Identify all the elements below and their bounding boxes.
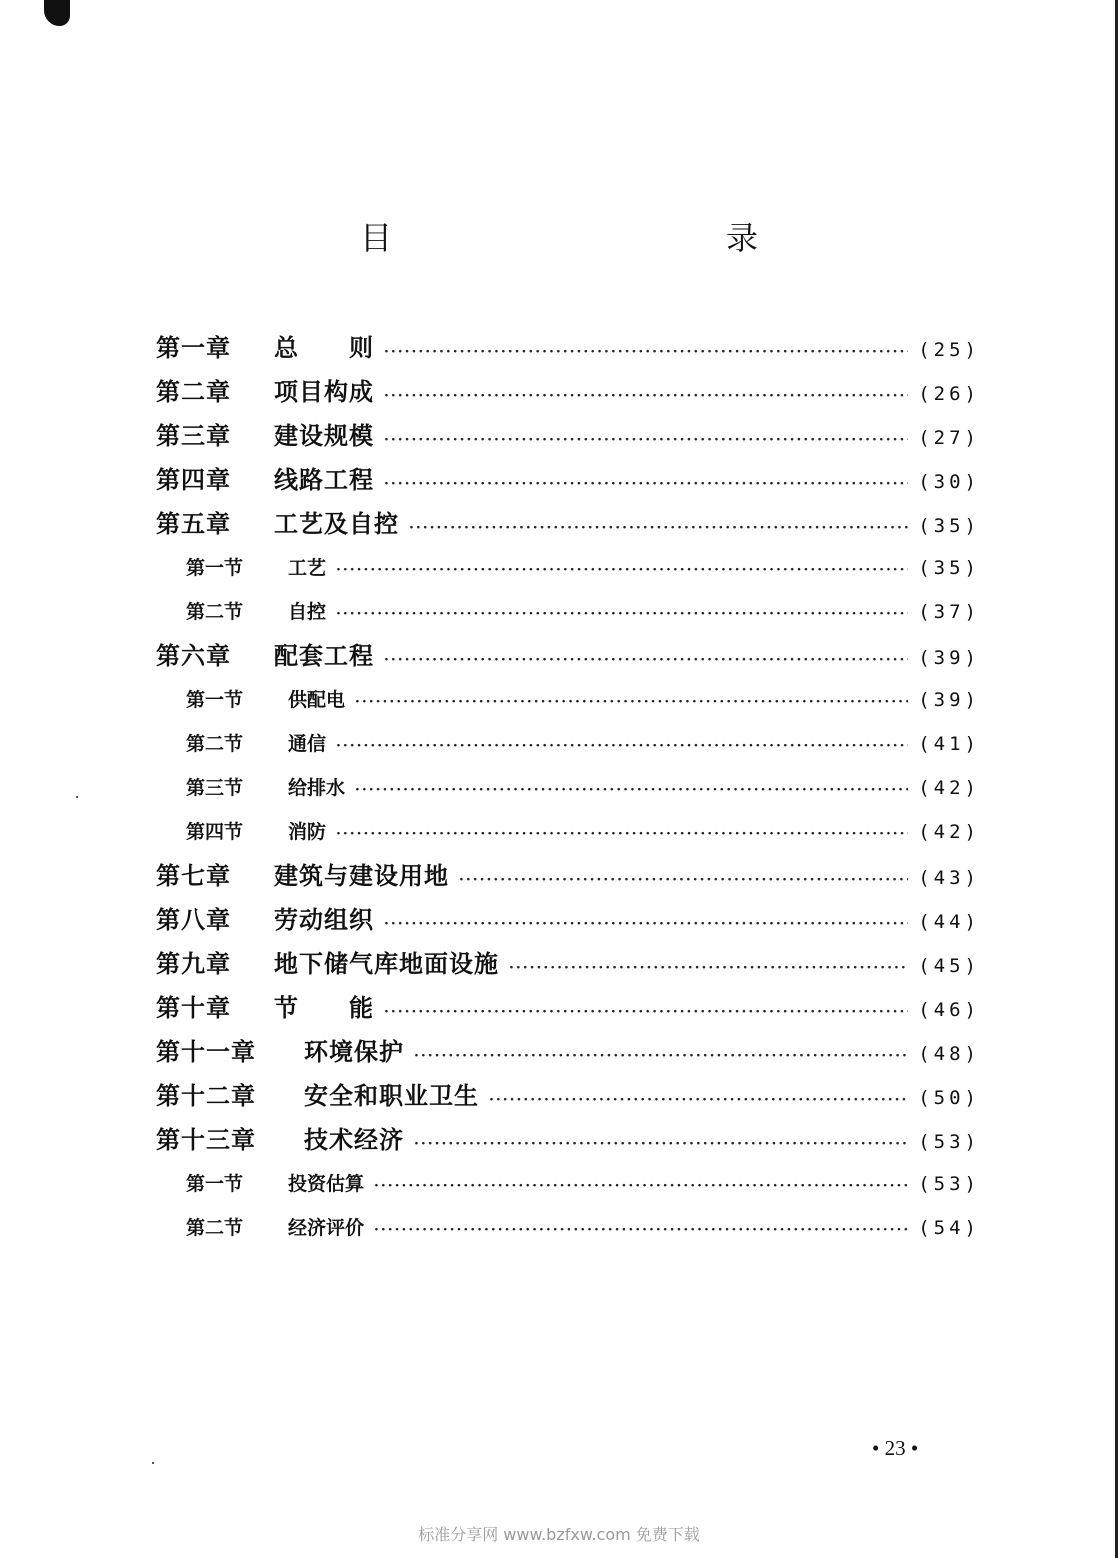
toc-entry-label: 第四节 [186,821,244,843]
toc-entry-page: (30) [918,471,980,493]
toc-entry-title: 线路工程 [274,465,374,494]
toc-leader-dots [336,548,908,592]
watermark-footer: 标准分享网 www.bzfxw.com 免费下载 [418,1525,700,1544]
toc-entry-label: 第十二章 [156,1081,256,1110]
toc-entry-title: 通信 [288,733,327,755]
toc-entry[interactable] [156,766,980,810]
toc-entry[interactable] [156,326,980,370]
toc-leader-dots [374,1208,908,1252]
toc-entry-page: (45) [918,955,980,977]
toc-entry[interactable] [156,634,980,678]
toc-entry-page: (26) [918,383,980,405]
toc-leader-dots [384,374,908,418]
toc-entry-label: 第二节 [186,733,244,755]
toc-entry-label: 第三节 [186,777,244,799]
toc-entry-title: 环境保护 [304,1037,404,1066]
toc-leader-dots [414,1122,908,1166]
toc-entry-title: 总 则 [274,333,374,362]
toc-entry-page: (27) [918,427,980,449]
toc-entry[interactable] [156,1074,980,1118]
toc-entry-page: (50) [918,1087,980,1109]
toc-leader-dots [409,506,908,550]
toc-entry-page: (39) [918,647,980,669]
toc-leader-dots [459,858,908,902]
toc-entry[interactable] [156,458,980,502]
toc-leader-dots [489,1078,908,1122]
toc-entry-label: 第一节 [186,1173,244,1195]
toc-entry-title: 工艺 [288,557,327,579]
toc-entry-label: 第五章 [156,509,231,538]
toc-entry-page: (54) [918,1217,980,1239]
toc-entry-page: (39) [918,689,980,711]
toc-leader-dots [384,330,908,374]
toc-entry[interactable] [156,898,980,942]
toc-entry-label: 第四章 [156,465,231,494]
toc-entry-title: 节 能 [274,993,374,1022]
toc-entry-title: 供配电 [288,689,346,711]
toc-entry-label: 第二章 [156,377,231,406]
toc-entry-title: 经济评价 [288,1217,365,1239]
toc-entry-title: 技术经济 [304,1125,404,1154]
toc-leader-dots [355,680,908,724]
toc-leader-dots [384,418,908,462]
toc-entry-label: 第一节 [186,557,244,579]
toc-entry[interactable] [156,1118,980,1162]
toc-entry[interactable] [156,1030,980,1074]
toc-entry-page: (35) [918,557,980,579]
toc-entry-label: 第十章 [156,993,231,1022]
toc-entry[interactable] [156,1162,980,1206]
toc-entry[interactable] [156,546,980,590]
toc-entry-title: 项目构成 [274,377,374,406]
toc-entry[interactable] [156,502,980,546]
toc-leader-dots [384,990,908,1034]
toc-entry-title: 配套工程 [274,641,374,670]
toc-entry-label: 第十一章 [156,1037,256,1066]
toc-entry[interactable] [156,1206,980,1250]
page-title: 目 录 [359,219,848,258]
toc-entry-title: 给排水 [288,777,346,799]
toc-entry[interactable] [156,722,980,766]
toc-leader-dots [336,812,908,856]
toc-leader-dots [384,638,908,682]
toc-entry-title: 工艺及自控 [274,509,399,538]
toc-entry-title: 安全和职业卫生 [304,1081,479,1110]
toc-entry-label: 第二节 [186,601,244,623]
toc-entry[interactable] [156,678,980,722]
toc-entry-page: (42) [918,821,980,843]
toc-entry-label: 第一章 [156,333,231,362]
toc-entry-label: 第八章 [156,905,231,934]
toc-entry-label: 第二节 [186,1217,244,1239]
toc-entry[interactable] [156,942,980,986]
page-number: • 23 • [872,1436,919,1460]
toc-entry[interactable] [156,854,980,898]
toc-leader-dots [509,946,908,990]
scan-corner-mark [44,0,70,26]
toc-entry-title: 建筑与建设用地 [274,861,449,890]
toc-entry-label: 第十三章 [156,1125,256,1154]
toc-entry-page: (44) [918,911,980,933]
toc-entry-title: 建设规模 [274,421,374,450]
toc-entry-page: (35) [918,515,980,537]
toc-entry-title: 自控 [288,601,327,623]
toc-leader-dots [336,592,908,636]
toc-entry-page: (25) [918,339,980,361]
scan-speck [76,796,78,798]
toc-entry-page: (41) [918,733,980,755]
toc-leader-dots [384,462,908,506]
toc-entry-title: 地下储气库地面设施 [274,949,499,978]
toc-leader-dots [374,1164,908,1208]
toc-entry-page: (53) [918,1131,980,1153]
toc-entry[interactable] [156,370,980,414]
toc-entry-label: 第六章 [156,641,231,670]
toc-entry-label: 第七章 [156,861,231,890]
table-of-contents [156,326,980,1250]
toc-leader-dots [414,1034,908,1078]
toc-entry-title: 消防 [288,821,327,843]
toc-entry-label: 第一节 [186,689,244,711]
toc-entry[interactable] [156,590,980,634]
toc-entry-page: (53) [918,1173,980,1195]
toc-entry[interactable] [156,986,980,1030]
toc-entry-title: 劳动组织 [274,905,374,934]
toc-entry-page: (43) [918,867,980,889]
toc-entry-title: 投资估算 [288,1173,365,1195]
toc-entry-page: (37) [918,601,980,623]
scan-speck [152,1462,154,1464]
toc-entry-label: 第九章 [156,949,231,978]
toc-entry-page: (42) [918,777,980,799]
toc-entry-page: (46) [918,999,980,1021]
toc-entry-page: (48) [918,1043,980,1065]
toc-leader-dots [336,724,908,768]
toc-leader-dots [384,902,908,946]
toc-leader-dots [355,768,908,812]
toc-entry-label: 第三章 [156,421,231,450]
toc-entry[interactable] [156,414,980,458]
toc-entry[interactable] [156,810,980,854]
